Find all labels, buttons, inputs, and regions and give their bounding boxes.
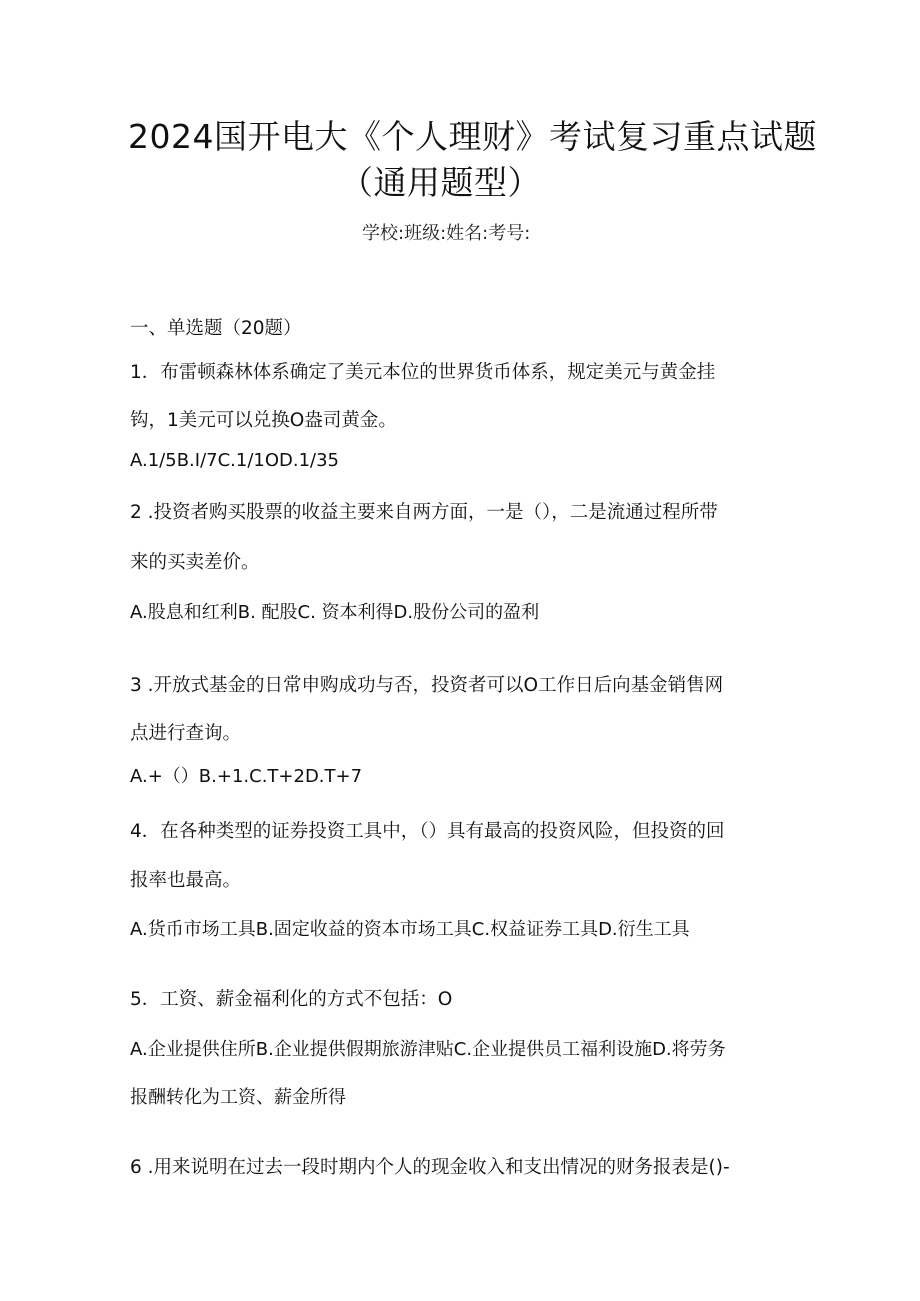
- question-2-text-cont: 来的买卖差价。: [130, 552, 260, 573]
- document-title: 2024国开电大《个人理财》考试复习重点试题: [128, 117, 817, 156]
- question-1-text-cont: 钩，1美元可以兑换O盎司黄金。: [130, 410, 397, 431]
- question-4-text-cont: 报率也最高。: [130, 870, 242, 891]
- question-5-text: 5．工资、薪金福利化的方式不包括：O: [130, 989, 453, 1010]
- document-subtitle: （通用题型）: [340, 163, 541, 202]
- question-3-text-cont: 点进行查询。: [130, 723, 242, 744]
- question-2-text: 2 .投资者购买股票的收益主要来自两方面，一是（），二是流通过程所带: [130, 502, 718, 523]
- question-5-options: A.企业提供住所B.企业提供假期旅游津贴C.企业提供员工福利设施D.将劳务: [130, 1039, 726, 1060]
- section-heading: 一、单选题（20题）: [130, 318, 302, 339]
- question-4-text: 4．在各种类型的证券投资工具中，（）具有最高的投资风险，但投资的回: [130, 821, 725, 842]
- question-1-text: 1．布雷顿森林体系确定了美元本位的世界货币体系，规定美元与黄金挂: [130, 362, 716, 383]
- student-info-fields: 学校:班级:姓名:考号:: [362, 223, 531, 244]
- question-1-options: A.1/5B.I/7C.1/1OD.1/35: [130, 450, 340, 471]
- question-2-options: A.股息和红利B. 配股C. 资本利得D.股份公司的盈利: [130, 602, 540, 623]
- question-5-options-cont: 报酬转化为工资、薪金所得: [130, 1087, 346, 1108]
- question-4-options: A.货币市场工具B.固定收益的资本市场工具C.权益证券工具D.衍生工具: [130, 919, 690, 940]
- question-3-text: 3 .开放式基金的日常申购成功与否，投资者可以O工作日后向基金销售网: [130, 675, 724, 696]
- question-6-text: 6 .用来说明在过去一段时期内个人的现金收入和支出情况的财务报表是()-: [130, 1157, 730, 1178]
- question-3-options: A.+（）B.+1.C.T+2D.T+7: [130, 766, 363, 787]
